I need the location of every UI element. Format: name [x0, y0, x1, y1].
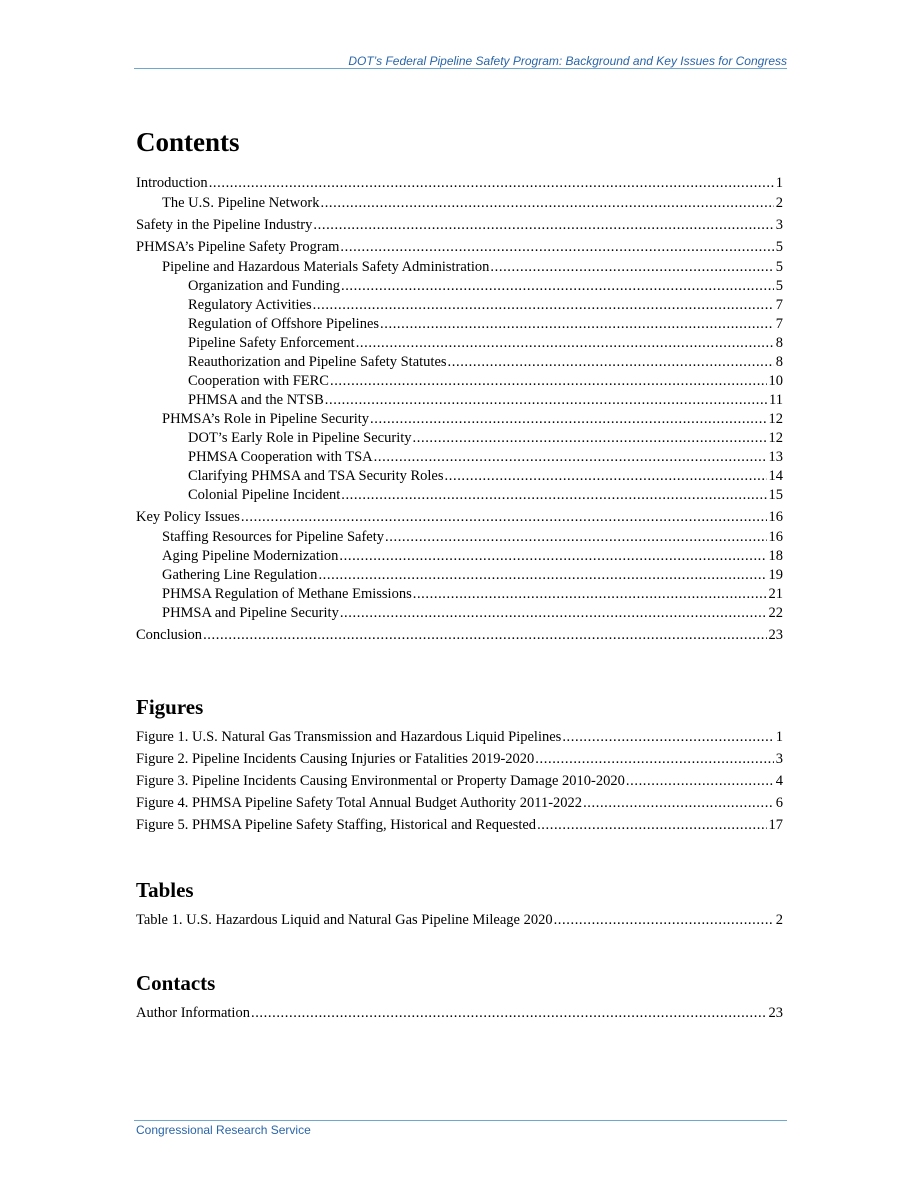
running-header: DOT’s Federal Pipeline Safety Program: Background and Key Issues for Congress [348, 54, 787, 68]
toc-entry[interactable] [136, 604, 783, 623]
toc-entry-title: Safety in the Pipeline Industry [136, 217, 313, 233]
toc-entry[interactable] [136, 467, 783, 486]
toc-entry-page: 21 [768, 586, 783, 602]
toc-entry[interactable] [136, 448, 783, 467]
toc-entry-page: 23 [768, 627, 783, 643]
contents-heading: Contents [136, 127, 240, 157]
toc-entry-page: 7 [775, 297, 783, 313]
toc-entry-page: 3 [775, 751, 783, 767]
toc-entry-title: Figure 4. PHMSA Pipeline Safety Total Annual Budget Authority 2011-2022 [136, 795, 583, 811]
dot-leader [490, 258, 773, 277]
dot-leader [209, 174, 774, 193]
toc-entry-title: Organization and Funding [188, 278, 340, 294]
toc-entry-page: 10 [768, 373, 783, 389]
toc-entry-page: 22 [768, 605, 783, 621]
dot-leader [340, 604, 767, 623]
toc-entry-title: Gathering Line Regulation [162, 567, 318, 583]
dot-leader [313, 296, 774, 315]
toc-entry-title: DOT’s Early Role in Pipeline Security [188, 430, 412, 446]
toc-entry[interactable] [136, 508, 783, 527]
toc-entry[interactable] [136, 372, 783, 391]
toc-entry-page: 5 [775, 278, 783, 294]
toc-entry-page: 12 [768, 430, 783, 446]
dot-leader [583, 794, 774, 813]
toc-entry[interactable] [136, 410, 783, 429]
dot-leader [320, 194, 773, 213]
toc-entry[interactable] [136, 258, 783, 277]
toc-entry-title: PHMSA and the NTSB [188, 392, 324, 408]
figures-list [136, 728, 783, 838]
toc-entry-title: Clarifying PHMSA and TSA Security Roles [188, 468, 444, 484]
toc-entry-title: Regulation of Offshore Pipelines [188, 316, 380, 332]
dot-leader [413, 429, 767, 448]
contacts-list [136, 1004, 783, 1026]
toc-entry[interactable] [136, 277, 783, 296]
figures-heading: Figures [136, 695, 204, 719]
toc-entry-page: 18 [768, 548, 783, 564]
toc-entry-title: PHMSA Cooperation with TSA [188, 449, 373, 465]
dot-leader [413, 585, 767, 604]
toc-entry-title: Introduction [136, 175, 208, 191]
dot-leader [241, 508, 767, 527]
toc-entry-page: 5 [775, 259, 783, 275]
toc-entry-page: 16 [768, 529, 783, 545]
toc-entry-title: Regulatory Activities [188, 297, 312, 313]
toc-entry[interactable] [136, 486, 783, 505]
toc-entry-title: Reauthorization and Pipeline Safety Statutes [188, 354, 447, 370]
dot-leader [341, 277, 774, 296]
dot-leader [370, 410, 766, 429]
dot-leader [313, 216, 773, 235]
toc-entry-page: 2 [775, 195, 783, 211]
toc-entry[interactable] [136, 528, 783, 547]
toc-entry[interactable] [136, 174, 783, 193]
toc-entry[interactable] [136, 194, 783, 213]
toc-entry[interactable] [136, 391, 783, 410]
toc-entry-page: 8 [775, 335, 783, 351]
contents-list [136, 174, 783, 645]
toc-entry-page: 15 [768, 487, 783, 503]
toc-entry-page: 17 [768, 817, 783, 833]
dot-leader [554, 911, 774, 930]
dot-leader [626, 772, 774, 791]
toc-entry-title: Table 1. U.S. Hazardous Liquid and Natural Gas Pipeline Mileage 2020 [136, 912, 553, 928]
dot-leader [318, 566, 766, 585]
toc-entry-title: PHMSA’s Pipeline Safety Program [136, 239, 340, 255]
toc-entry-title: Aging Pipeline Modernization [162, 548, 339, 564]
dot-leader [356, 334, 774, 353]
dot-leader [374, 448, 767, 467]
toc-entry-page: 14 [768, 468, 783, 484]
toc-entry-page: 12 [768, 411, 783, 427]
dot-leader [330, 372, 767, 391]
running-footer: Congressional Research Service [136, 1123, 311, 1137]
header-divider [134, 68, 787, 69]
toc-entry[interactable] [136, 728, 783, 747]
toc-entry-title: Key Policy Issues [136, 509, 240, 525]
toc-entry-page: 5 [775, 239, 783, 255]
toc-entry-page: 23 [768, 1005, 783, 1021]
toc-entry-title: Pipeline Safety Enforcement [188, 335, 355, 351]
toc-entry-title: Cooperation with FERC [188, 373, 329, 389]
toc-entry-page: 2 [775, 912, 783, 928]
toc-entry-page: 4 [775, 773, 783, 789]
toc-entry-page: 3 [775, 217, 783, 233]
toc-entry-title: PHMSA Regulation of Methane Emissions [162, 586, 412, 602]
toc-entry[interactable] [136, 334, 783, 353]
toc-entry[interactable] [136, 238, 783, 257]
toc-entry-title: PHMSA and Pipeline Security [162, 605, 339, 621]
dot-leader [562, 728, 773, 747]
dot-leader [340, 238, 773, 257]
toc-entry[interactable] [136, 794, 783, 813]
toc-entry-title: Pipeline and Hazardous Materials Safety Administration [162, 259, 490, 275]
dot-leader [445, 467, 767, 486]
dot-leader [535, 750, 773, 769]
toc-entry[interactable] [136, 816, 783, 835]
dot-leader [203, 626, 766, 645]
toc-entry-page: 6 [775, 795, 783, 811]
toc-entry[interactable] [136, 911, 783, 930]
toc-entry[interactable] [136, 626, 783, 645]
toc-entry-title: Figure 1. U.S. Natural Gas Transmission and Hazardous Liquid Pipelines [136, 729, 562, 745]
dot-leader [339, 547, 766, 566]
toc-entry-title: Staffing Resources for Pipeline Safety [162, 529, 385, 545]
toc-entry-page: 16 [768, 509, 783, 525]
toc-entry[interactable] [136, 296, 783, 315]
toc-entry[interactable] [136, 216, 783, 235]
dot-leader [251, 1004, 767, 1023]
dot-leader [448, 353, 774, 372]
dot-leader [341, 486, 766, 505]
dot-leader [537, 816, 766, 835]
toc-entry-title: Conclusion [136, 627, 203, 643]
toc-entry[interactable] [136, 547, 783, 566]
tables-heading: Tables [136, 878, 194, 902]
toc-entry[interactable] [136, 1004, 783, 1023]
toc-entry-title: PHMSA’s Role in Pipeline Security [162, 411, 370, 427]
toc-entry[interactable] [136, 315, 783, 334]
toc-entry-page: 11 [769, 392, 783, 408]
toc-entry[interactable] [136, 353, 783, 372]
toc-entry-title: The U.S. Pipeline Network [162, 195, 320, 211]
toc-entry-title: Author Information [136, 1005, 250, 1021]
toc-entry-title: Figure 2. Pipeline Incidents Causing Injuries or Fatalities 2019-2020 [136, 751, 535, 767]
toc-entry[interactable] [136, 772, 783, 791]
footer-divider [134, 1120, 787, 1121]
toc-entry-page: 8 [775, 354, 783, 370]
toc-entry[interactable] [136, 585, 783, 604]
toc-entry-title: Figure 5. PHMSA Pipeline Safety Staffing, Historical and Requested [136, 817, 537, 833]
dot-leader [385, 528, 766, 547]
toc-entry-page: 19 [768, 567, 783, 583]
contacts-heading: Contacts [136, 971, 216, 995]
dot-leader [380, 315, 774, 334]
toc-entry-page: 1 [775, 175, 783, 191]
toc-entry-page: 7 [775, 316, 783, 332]
toc-entry[interactable] [136, 750, 783, 769]
dot-leader [325, 391, 767, 410]
toc-entry-page: 1 [775, 729, 783, 745]
tables-list [136, 911, 783, 933]
toc-entry-page: 13 [768, 449, 783, 465]
toc-entry[interactable] [136, 566, 783, 585]
toc-entry-title: Colonial Pipeline Incident [188, 487, 341, 503]
toc-entry-title: Figure 3. Pipeline Incidents Causing Environmental or Property Damage 2010-2020 [136, 773, 625, 789]
toc-entry[interactable] [136, 429, 783, 448]
